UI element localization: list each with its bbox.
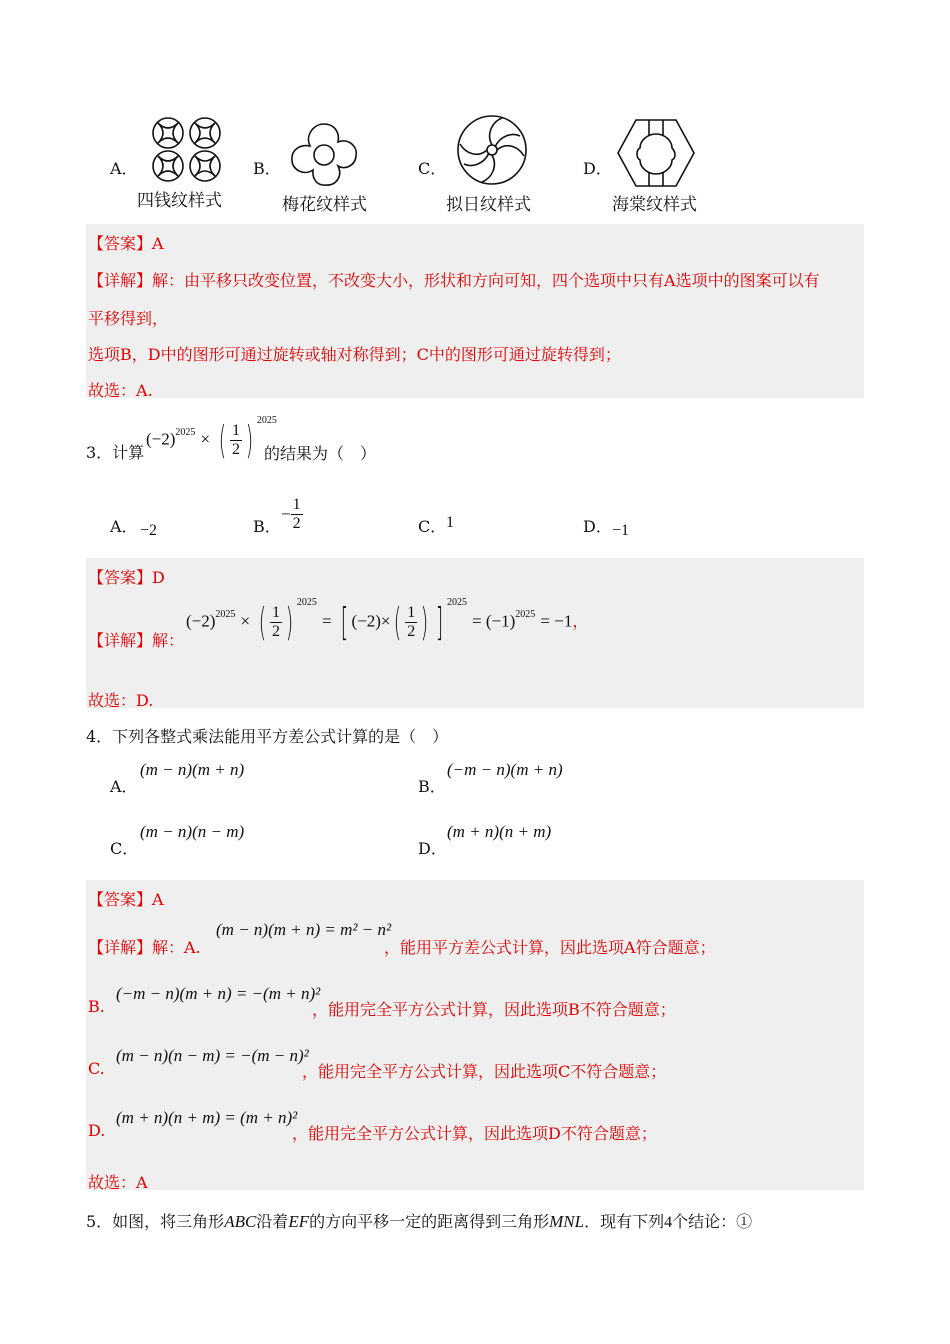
q4-detail-a-label: 【详解】解：A. <box>88 938 201 957</box>
q2-detail-line3: 选项B，D中的图形可通过旋转或轴对称得到；C中的图形可通过旋转得到； <box>88 345 621 364</box>
q4-option-b-letter: B． <box>418 777 446 796</box>
q4-detail-a-text: ，能用平方差公式计算，因此选项A符合题意； <box>384 938 716 957</box>
q4-detail-d-label: D. <box>88 1121 106 1140</box>
q2-answer: 【答案】A <box>88 234 164 253</box>
q2-choose: 故选：A. <box>88 381 153 400</box>
begonia-hexagon-pattern-icon <box>616 118 696 188</box>
q3-suffix: 的结果为（ ） <box>264 444 377 463</box>
q3-option-c-value: 1 <box>446 514 454 531</box>
q4-option-b-expr: (−m − n)(m + n) <box>447 760 563 779</box>
q4-detail-c-expr: (m − n)(n − m) = −(m − n)² <box>116 1046 309 1065</box>
q4-detail-b-expr: (−m − n)(m + n) = −(m + n)² <box>116 984 321 1003</box>
q3-choose: 故选：D. <box>88 691 154 710</box>
q4-option-d-letter: D． <box>418 839 447 858</box>
q4-detail-d-text: ，能用完全平方公式计算，因此选项D不符合题意； <box>292 1124 657 1143</box>
q4-detail-b-text: ，能用完全平方公式计算，因此选项B不符合题意； <box>312 1000 676 1019</box>
q4-question: 4．下列各整式乘法能用平方差公式计算的是（ ） <box>86 727 449 746</box>
plum-blossom-pattern-icon <box>288 120 360 188</box>
q2-option-d-letter: D． <box>583 159 612 178</box>
q2-detail-line1: 【详解】解：由平移只改变位置，不改变大小，形状和方向可知，四个选项中只有A选项中的图案可以有 <box>88 271 820 290</box>
q3-expression: $(-2)^{2025}$ × ( $\frac{1}{2}$ ) $^{2025}$ <box>146 414 277 462</box>
q2-option-d-caption: 海棠纹样式 <box>612 195 697 215</box>
q3-detail-expression: $(-2)^{2025}$ × ( $\frac{1}{2}$ ) $^{2025}$ = [ (−2)×( $\frac{1}{2}$ ) ] $^{2025} = (-1)^{2025} = -1$， <box>186 596 589 644</box>
q4-detail-c-text: ，能用完全平方公式计算，因此选项C不符合题意； <box>302 1062 667 1081</box>
q3-number: 3．计算 <box>86 443 145 462</box>
q4-choose: 故选：A <box>88 1173 148 1192</box>
q4-detail-a-expr: (m − n)(m + n) = m² − n² <box>216 920 392 939</box>
q3-option-d-letter: D． <box>583 517 612 536</box>
q3-detail-label: 【详解】解： <box>88 631 185 650</box>
q4-detail-d-expr: (m + n)(n + m) = (m + n)² <box>116 1108 298 1127</box>
q4-answer: 【答案】A <box>88 890 164 909</box>
q2-detail-line2: 平移得到， <box>88 309 169 328</box>
q3-option-b-value: − $\frac{1}{2}$ <box>281 496 301 532</box>
q2-option-c-caption: 拟日纹样式 <box>446 195 531 215</box>
q5-text: 5．如图，将三角形ABC沿着EF的方向平移一定的距离得到三角形MNL．现有下列4个结论：① <box>86 1212 753 1231</box>
q3-option-c-letter: C． <box>418 517 447 536</box>
q2-option-c-letter: C． <box>418 159 447 178</box>
q4-option-d-expr: (m + n)(n + m) <box>447 822 552 841</box>
q4-detail-b-label: B. <box>88 997 105 1016</box>
q3-option-a-letter: A． <box>110 517 138 536</box>
q4-option-a-expr: (m − n)(m + n) <box>140 760 245 779</box>
q2-option-a-letter: A． <box>110 159 138 178</box>
q3-option-a-value: −2 <box>140 522 158 539</box>
q3-answer: 【答案】D <box>88 568 165 587</box>
q4-detail-c-label: C. <box>88 1059 105 1078</box>
q4-option-a-letter: A． <box>110 777 138 796</box>
q2-answer-box <box>86 224 864 398</box>
four-coins-pattern-icon <box>150 116 224 184</box>
q2-option-a-caption: 四钱纹样式 <box>137 191 222 211</box>
q2-option-b-letter: B． <box>253 159 281 178</box>
q4-option-c-expr: (m − n)(n − m) <box>140 822 245 841</box>
sun-swirl-pattern-icon <box>456 114 528 186</box>
q3-option-d-value: −1 <box>612 522 630 539</box>
q3-option-b-letter: B． <box>253 517 281 536</box>
q4-option-c-letter: C． <box>110 839 139 858</box>
q2-option-b-caption: 梅花纹样式 <box>282 195 367 215</box>
